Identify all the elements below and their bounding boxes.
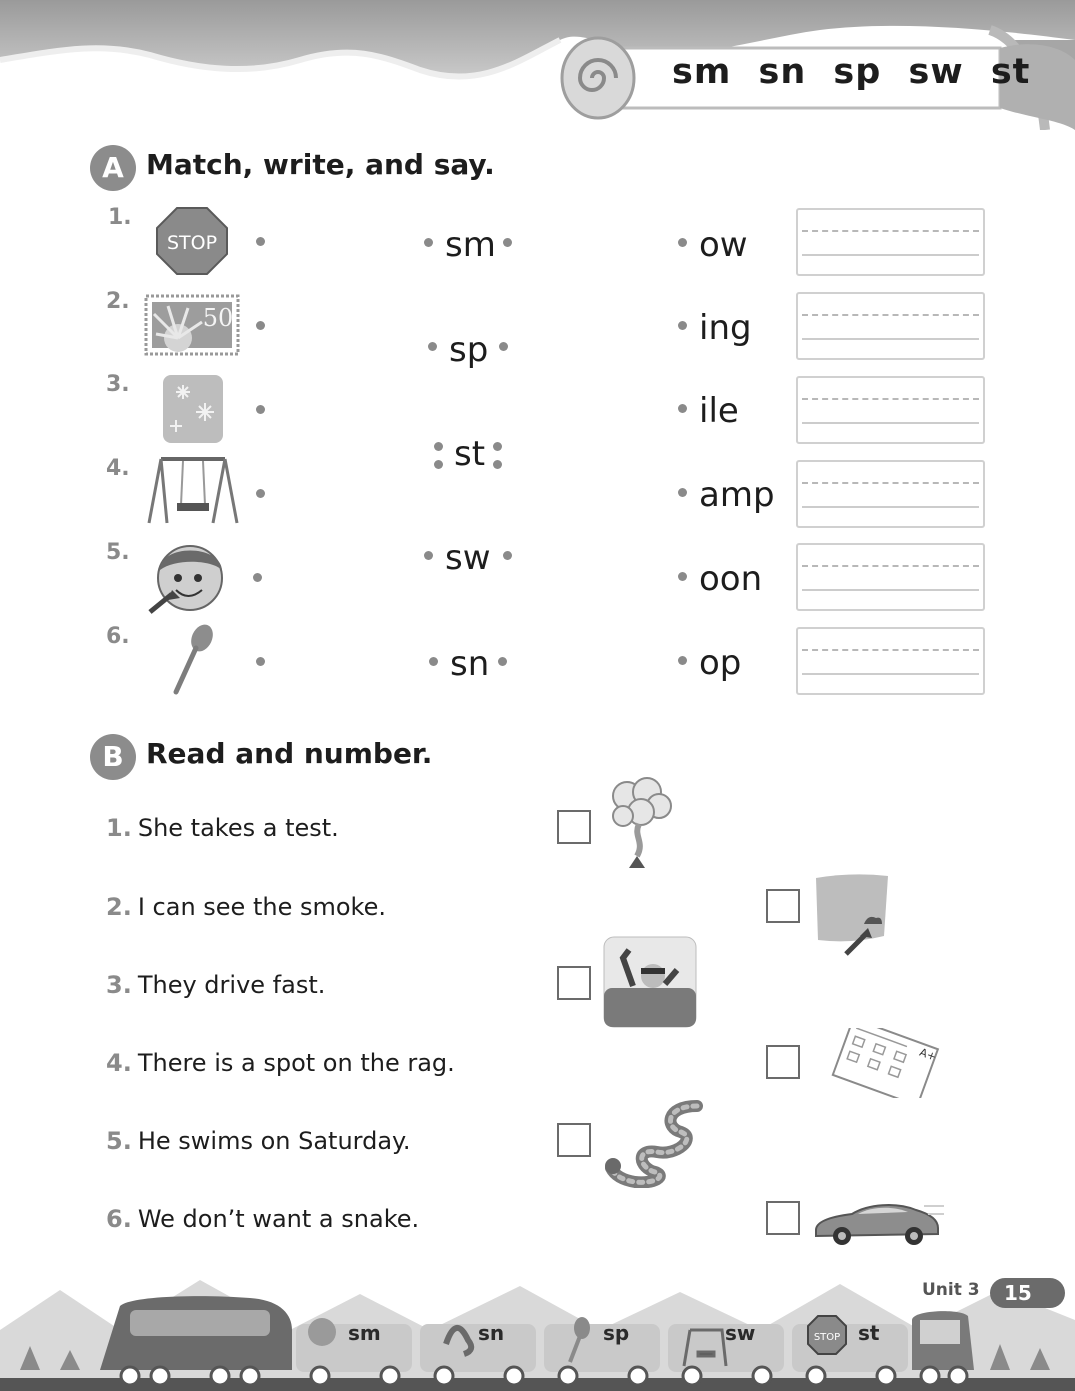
spoon-icon bbox=[168, 624, 216, 696]
item-number-4: 4. bbox=[106, 456, 130, 481]
write-box-4[interactable] bbox=[796, 460, 985, 528]
sentence-1 bbox=[106, 814, 339, 842]
train-car-label-sm: sm bbox=[348, 1321, 381, 1345]
section-a-badge: A bbox=[90, 145, 136, 191]
match-dot[interactable] bbox=[253, 573, 262, 582]
item-number-1: 1. bbox=[108, 205, 132, 230]
match-dot[interactable] bbox=[256, 657, 265, 666]
answer-box-snake[interactable] bbox=[557, 1123, 591, 1157]
sentence-number: 6. bbox=[106, 1205, 132, 1233]
sentence-number: 4. bbox=[106, 1049, 132, 1077]
sentence-2 bbox=[106, 893, 386, 921]
section-b-badge: B bbox=[90, 734, 136, 780]
ending-op: op bbox=[699, 643, 742, 683]
stamp-value: 50 bbox=[202, 304, 234, 332]
sentence-text: She takes a test. bbox=[137, 814, 339, 842]
sentence-5 bbox=[106, 1127, 410, 1155]
match-dot[interactable] bbox=[678, 404, 687, 413]
answer-box-rag[interactable] bbox=[766, 889, 800, 923]
match-dot[interactable] bbox=[503, 238, 512, 247]
stop-sign-text: STOP bbox=[166, 232, 218, 254]
write-box-5[interactable] bbox=[796, 543, 985, 611]
match-dot[interactable] bbox=[256, 237, 265, 246]
write-box-6[interactable] bbox=[796, 627, 985, 695]
sentence-text: He swims on Saturday. bbox=[137, 1127, 411, 1155]
match-dot[interactable] bbox=[493, 460, 502, 469]
stamp-icon bbox=[144, 294, 240, 356]
sentence-number: 3. bbox=[106, 971, 132, 999]
item-number-2: 2. bbox=[106, 289, 130, 314]
ending-oon: oon bbox=[699, 559, 763, 599]
match-dot[interactable] bbox=[256, 321, 265, 330]
train-car-label-sw: sw bbox=[725, 1321, 756, 1345]
train-car-label-st: st bbox=[858, 1321, 880, 1345]
sentence-number: 1. bbox=[106, 814, 132, 842]
item-number-3: 3. bbox=[106, 372, 130, 397]
match-dot[interactable] bbox=[493, 442, 502, 451]
train-car-label-sn: sn bbox=[478, 1321, 505, 1345]
test-paper-icon bbox=[820, 1028, 950, 1098]
section-a-title: Match, write, and say. bbox=[146, 148, 495, 181]
match-dot[interactable] bbox=[499, 342, 508, 351]
sentence-text: We don’t want a snake. bbox=[137, 1205, 420, 1233]
snake-icon bbox=[605, 1098, 705, 1188]
blend-sp: sp bbox=[449, 330, 489, 370]
match-dot[interactable] bbox=[434, 442, 443, 451]
match-dot[interactable] bbox=[678, 488, 687, 497]
write-box-2[interactable] bbox=[796, 292, 985, 360]
car-icon bbox=[812, 1196, 946, 1248]
ending-ile: ile bbox=[699, 391, 739, 431]
blend-sm: sm bbox=[445, 225, 496, 265]
match-dot[interactable] bbox=[503, 551, 512, 560]
match-dot[interactable] bbox=[678, 238, 687, 247]
blend-sn: sn bbox=[450, 644, 490, 684]
sentence-6 bbox=[106, 1205, 419, 1233]
match-dot[interactable] bbox=[678, 321, 687, 330]
match-dot[interactable] bbox=[424, 238, 433, 247]
answer-box-swimmer[interactable] bbox=[557, 966, 591, 1000]
item-number-5: 5. bbox=[106, 540, 130, 565]
test-grade-text: A+ bbox=[917, 1045, 938, 1064]
answer-box-test[interactable] bbox=[766, 1045, 800, 1079]
item-number-6: 6. bbox=[106, 624, 130, 649]
train-car-label-sp: sp bbox=[603, 1321, 630, 1345]
answer-box-car[interactable] bbox=[766, 1201, 800, 1235]
section-b-title: Read and number. bbox=[146, 737, 433, 770]
match-dot[interactable] bbox=[424, 551, 433, 560]
blend-st: st bbox=[454, 434, 486, 474]
swimmer-icon bbox=[603, 936, 697, 1028]
match-dot[interactable] bbox=[678, 656, 687, 665]
smile-boy-icon bbox=[146, 540, 228, 616]
match-dot[interactable] bbox=[498, 657, 507, 666]
match-dot[interactable] bbox=[428, 342, 437, 351]
page-title: sm sn sp sw st bbox=[672, 52, 1031, 92]
sentence-4 bbox=[106, 1049, 455, 1077]
ending-ing: ing bbox=[699, 308, 752, 348]
match-dot[interactable] bbox=[678, 572, 687, 581]
match-dot[interactable] bbox=[429, 657, 438, 666]
answer-box-smoke[interactable] bbox=[557, 810, 591, 844]
match-dot[interactable] bbox=[256, 405, 265, 414]
page-number: 15 bbox=[990, 1278, 1065, 1308]
rag-with-spot-icon bbox=[812, 872, 892, 958]
sentence-text: I can see the smoke. bbox=[137, 893, 386, 921]
match-dot[interactable] bbox=[434, 460, 443, 469]
sentence-text: They drive fast. bbox=[137, 971, 326, 999]
blend-sw: sw bbox=[445, 538, 491, 578]
ending-amp: amp bbox=[699, 475, 775, 515]
write-box-3[interactable] bbox=[796, 376, 985, 444]
write-box-1[interactable] bbox=[796, 208, 985, 276]
match-dot[interactable] bbox=[256, 489, 265, 498]
sentence-number: 2. bbox=[106, 893, 132, 921]
ending-ow: ow bbox=[699, 225, 748, 265]
footer-stop-text: STOP bbox=[813, 1332, 841, 1343]
train-footer bbox=[0, 1270, 1075, 1391]
unit-label: Unit 3 bbox=[922, 1280, 980, 1300]
sentence-text: There is a spot on the rag. bbox=[137, 1049, 455, 1077]
stop-sign-icon bbox=[155, 206, 229, 276]
sentence-number: 5. bbox=[106, 1127, 132, 1155]
sentence-3 bbox=[106, 971, 325, 999]
snowflake-tile-icon bbox=[162, 374, 224, 444]
swing-icon bbox=[145, 455, 241, 527]
smoke-icon bbox=[605, 776, 675, 876]
